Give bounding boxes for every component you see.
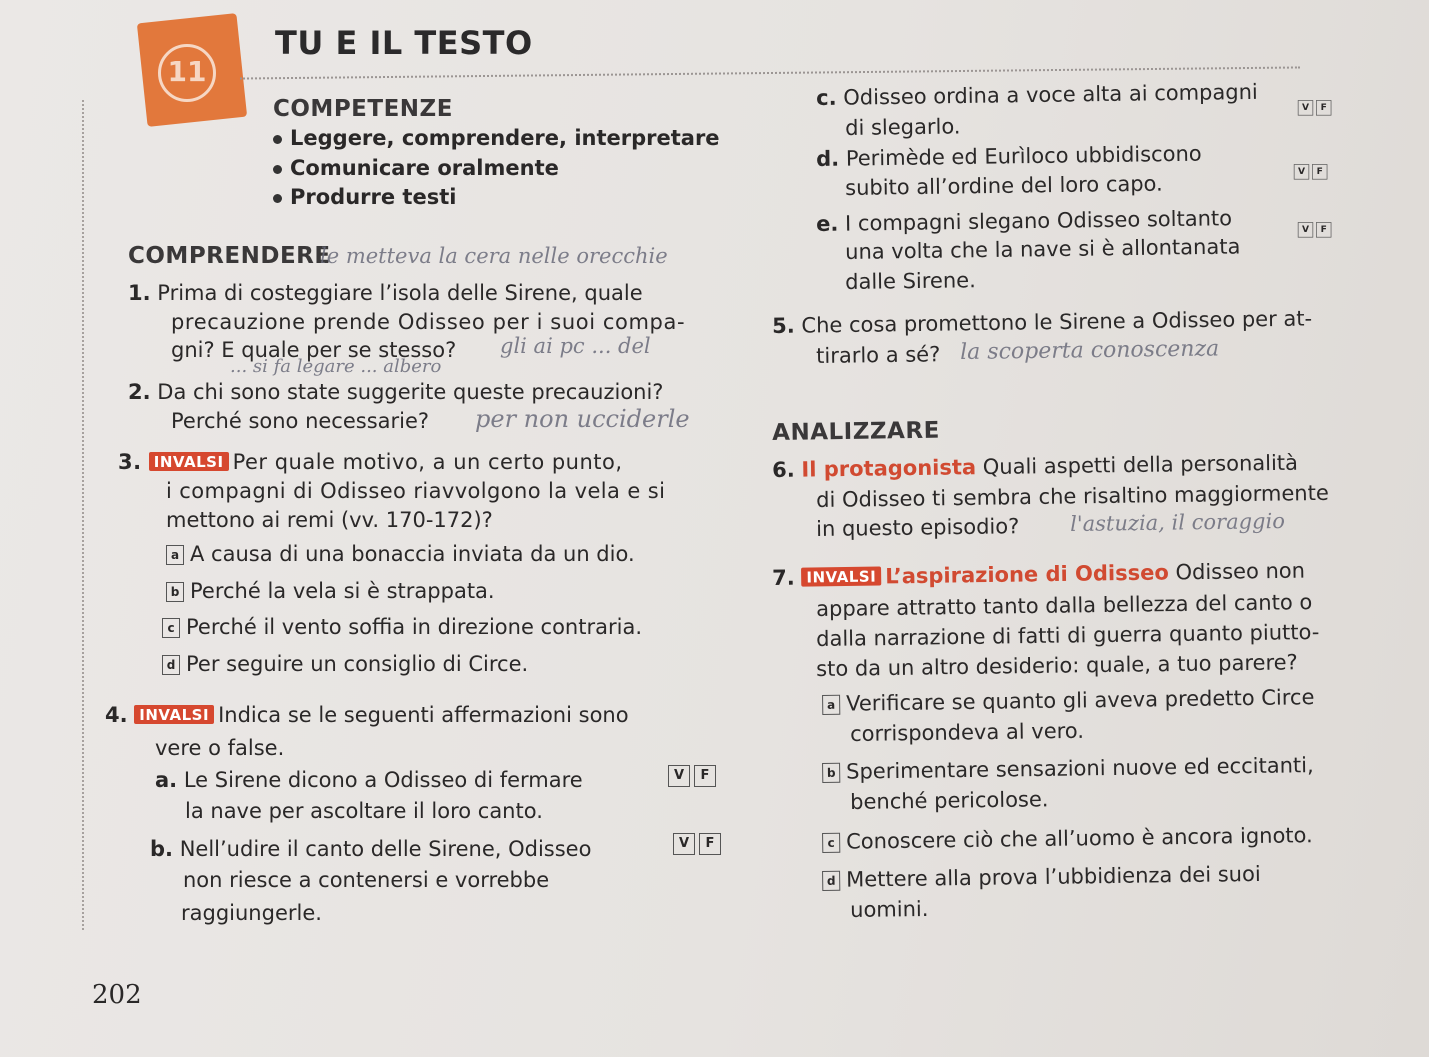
handwritten-answer-5: la scoperta conoscenza	[960, 336, 1220, 365]
option-3d[interactable]: d Per seguire un consiglio di Circe.	[162, 652, 528, 676]
true-checkbox[interactable]: V	[1294, 164, 1309, 179]
analizzare-heading: ANALIZZARE	[772, 417, 940, 446]
statement-4b-line: non riesce a contenersi e vorrebbe	[183, 868, 550, 892]
option-3b[interactable]: b Perché la vela si è strappata.	[166, 579, 495, 603]
question-6: 6. Il protagonista Quali aspetti della personalità	[772, 450, 1299, 482]
question-7-line: dalla narrazione di fatti di guerra quanto piutto-	[816, 619, 1320, 651]
option-7d-line: uomini.	[850, 896, 929, 922]
bullet-icon	[273, 194, 282, 203]
vf-boxes-4b	[673, 832, 725, 855]
statement-4c-line: di slegarlo.	[845, 114, 961, 140]
margin-divider	[82, 100, 84, 930]
competenza-item: Leggere, comprendere, interpretare	[273, 126, 720, 150]
handwritten-answer-2: per non ucciderle	[475, 405, 690, 433]
statement-4e-line: una volta che la nave si è allontanata	[845, 234, 1241, 264]
statement-4b: b. Nell’udire il canto delle Sirene, Odisseo	[150, 837, 592, 861]
true-checkbox[interactable]: V	[668, 765, 690, 787]
option-7c[interactable]: c Conoscere ciò che all’uomo è ancora ignoto.	[822, 823, 1313, 854]
statement-4a: a. Le Sirene dicono a Odisseo di fermare	[155, 768, 583, 792]
option-3a[interactable]: a A causa di una bonaccia inviata da un dio.	[166, 542, 635, 566]
question-4: 4. INVALSI Indica se le seguenti affermazioni sono	[105, 703, 629, 727]
competenza-item: Produrre testi	[273, 185, 456, 209]
question-7-line: sto da un altro desiderio: quale, a tuo parere?	[816, 650, 1298, 681]
question-2: 2. Da chi sono state suggerite queste precauzioni?	[128, 380, 664, 404]
question-4-line: vere o false.	[155, 736, 285, 760]
question-1: 1. Prima di costeggiare l’isola delle Sirene, quale	[128, 281, 643, 305]
question-7: 7. INVALSI L’aspirazione di Odisseo Odisseo non	[772, 558, 1306, 590]
title-divider	[240, 66, 1300, 79]
bullet-icon	[273, 165, 282, 174]
statement-4c: c. Odisseo ordina a voce alta ai compagni	[816, 79, 1258, 110]
true-checkbox[interactable]: V	[1298, 222, 1313, 237]
question-6-line: di Odisseo ti sembra che risaltino maggiormente	[816, 480, 1329, 512]
question-6-line: in questo episodio?	[816, 514, 1020, 541]
false-checkbox[interactable]: F	[1316, 100, 1331, 115]
handwritten-note: le metteva la cera nelle orecchie	[320, 244, 668, 268]
handwritten-answer-6: l'astuzia, il coraggio	[1070, 509, 1286, 536]
statement-4d: d. Perimède ed Eurìloco ubbidiscono	[816, 141, 1202, 171]
handwritten-answer-1b: ... si fa legare ... albero	[230, 356, 442, 377]
statement-4e-line: dalle Sirene.	[845, 268, 976, 294]
competenze-heading: COMPETENZE	[273, 96, 453, 122]
vf-boxes-4c	[1298, 99, 1334, 115]
option-7a[interactable]: a Verificare se quanto gli aveva predetto Circe	[822, 685, 1315, 716]
question-7-line: appare attratto tanto dalla bellezza del canto o	[816, 590, 1313, 621]
competenza-item: Comunicare oralmente	[273, 156, 559, 180]
question-2-line: Perché sono necessarie?	[171, 409, 430, 433]
vf-boxes-4d	[1294, 163, 1330, 179]
comprendere-heading: COMPRENDERE	[128, 243, 331, 269]
page-number: 202	[92, 980, 142, 1010]
statement-4e: e. I compagni slegano Odisseo soltanto	[816, 206, 1233, 236]
invalsi-tag: INVALSI	[149, 452, 229, 471]
true-checkbox[interactable]: V	[1298, 100, 1313, 115]
question-5: 5. Che cosa promettono le Sirene a Odisseo per at-	[772, 306, 1313, 338]
invalsi-tag: INVALSI	[801, 566, 881, 586]
false-checkbox[interactable]: F	[1316, 222, 1331, 237]
question-3-line: i compagni di Odisseo riavvolgono la vela e si	[166, 479, 666, 503]
handwritten-answer-1: gli ai pc ... del	[500, 334, 651, 358]
question-3: 3. INVALSI Per quale motivo, a un certo punto,	[118, 450, 623, 474]
question-5-line: tirarlo a sé?	[816, 342, 941, 368]
option-3c[interactable]: c Perché il vento soffia in direzione contraria.	[162, 615, 642, 639]
false-checkbox[interactable]: F	[694, 765, 716, 787]
vf-boxes-4e	[1298, 221, 1334, 237]
page-title: TU E IL TESTO	[275, 24, 533, 62]
question-3-line: mettono ai remi (vv. 170-172)?	[166, 508, 493, 532]
section-number: 11	[158, 44, 216, 102]
true-checkbox[interactable]: V	[673, 833, 695, 855]
false-checkbox[interactable]: F	[699, 833, 721, 855]
vf-boxes-4a	[668, 764, 720, 787]
statement-4a-line: la nave per ascoltare il loro canto.	[185, 799, 543, 823]
option-7a-line: corrispondeva al vero.	[850, 718, 1085, 746]
bullet-icon	[273, 135, 282, 144]
option-7d[interactable]: d Mettere alla prova l’ubbidienza dei suoi	[822, 862, 1261, 892]
false-checkbox[interactable]: F	[1312, 164, 1327, 179]
option-7b-line: benché pericolose.	[850, 787, 1049, 814]
statement-4d-line: subito all’ordine del loro capo.	[845, 171, 1163, 200]
question-1-line: precauzione prende Odisseo per i suoi compa-	[171, 310, 686, 334]
option-7b[interactable]: b Sperimentare sensazioni nuove ed eccitanti,	[822, 753, 1314, 784]
invalsi-tag: INVALSI	[134, 705, 214, 724]
statement-4b-line: raggiungerle.	[181, 901, 322, 925]
question-1-line: gni? E quale per se stesso?	[171, 338, 457, 362]
